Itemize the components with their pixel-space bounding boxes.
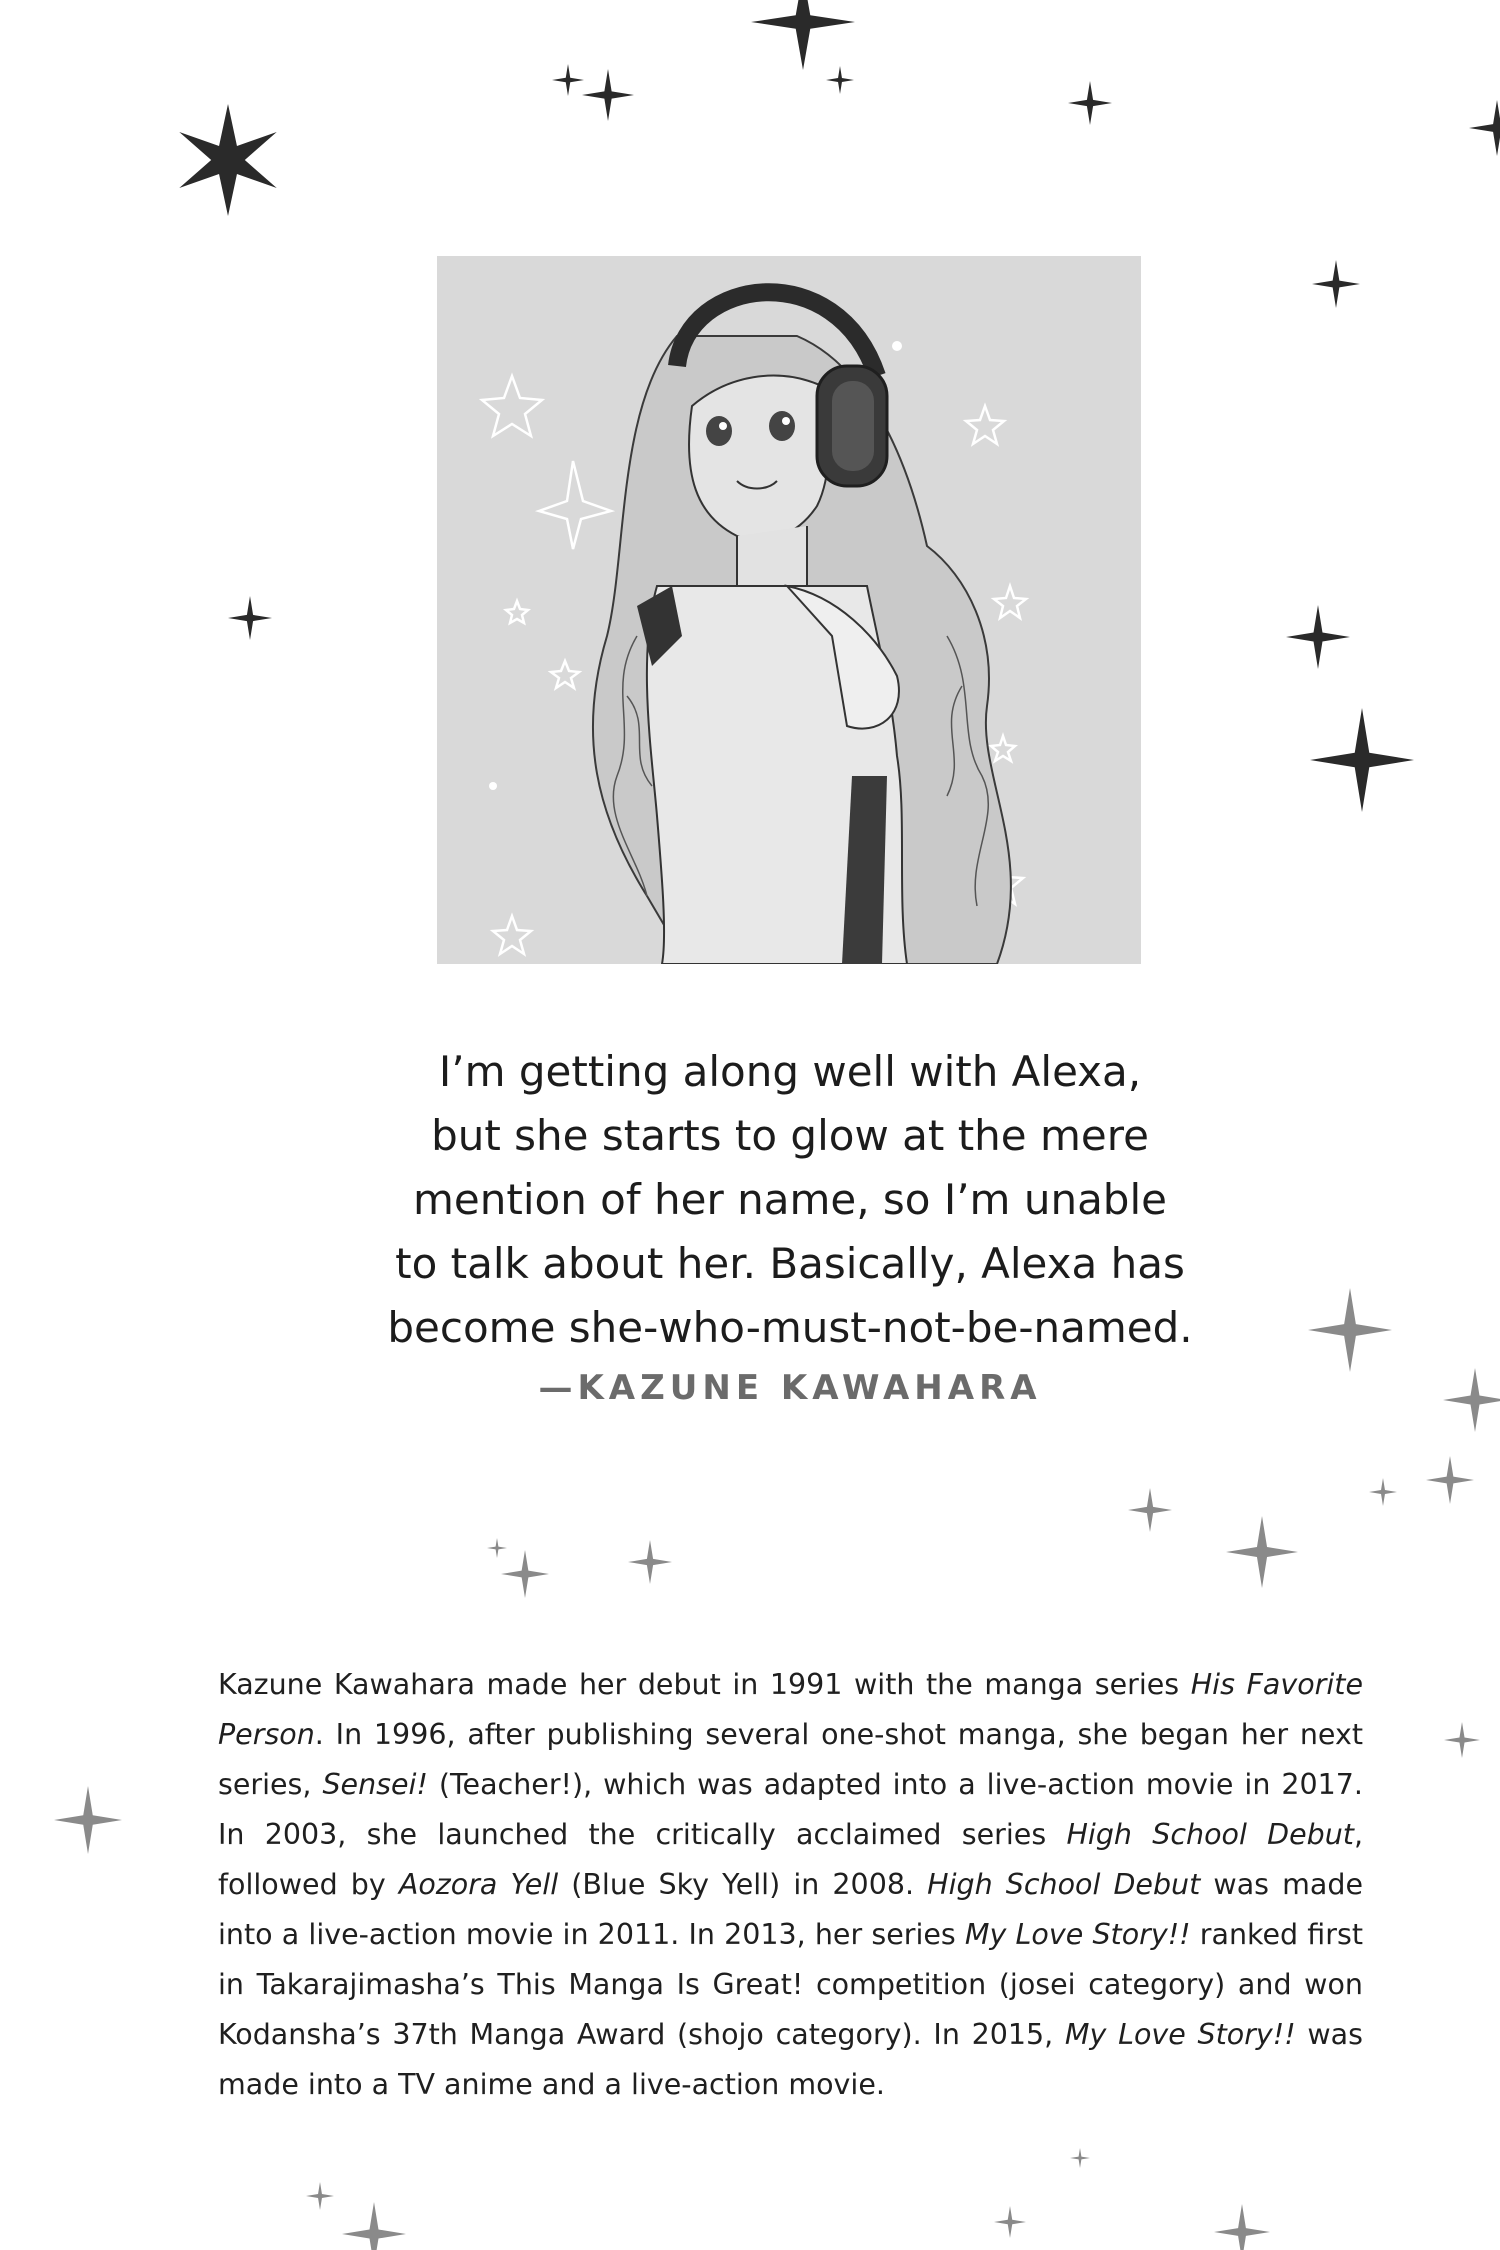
bio-text: (Blue Sky Yell) in 2008. [558, 1868, 928, 1901]
title-italic: Sensei! [322, 1768, 428, 1801]
star-icon [751, 0, 855, 70]
bio-text: . In 1996, after publishing several one-shot manga, she began her next series, [218, 1718, 1363, 1801]
star-icon [1369, 1478, 1397, 1506]
star-icon [1469, 100, 1500, 156]
quote-line: I’m getting along well with Alexa, [438, 1047, 1142, 1096]
star-icon [994, 2206, 1026, 2238]
star-icon [1426, 1456, 1474, 1504]
title-italic: My Love Story!! [1064, 2018, 1296, 2051]
bio-text: was made into a live-action movie in 2011. In 2013, her series [218, 1868, 1363, 1951]
author-portrait-illustration [437, 256, 1141, 964]
star-icon [1444, 1722, 1480, 1758]
title-italic: My Love Story!! [964, 1918, 1191, 1951]
star-icon [826, 66, 854, 94]
quote-author: —KAZUNE KAWAHARA [538, 1368, 1042, 1408]
star-icon [1070, 2148, 1090, 2168]
star-icon [342, 2202, 406, 2250]
star-icon [1214, 2204, 1270, 2250]
bio-text: Kazune Kawahara made her debut in 1991 with the manga series [218, 1668, 1191, 1701]
bio-text: was made into a TV anime and a live-action movie. [218, 2018, 1363, 2101]
star-icon [54, 1786, 122, 1854]
star-icon [228, 596, 272, 640]
star-icon [179, 104, 276, 216]
star-icon [628, 1540, 672, 1584]
star-icon [552, 64, 584, 96]
bio-text: (Teacher!), which was adapted into a live-action movie in 2017. In 2003, she launched the critically acclaimed series [218, 1768, 1363, 1851]
star-icon [1312, 260, 1360, 308]
author-biography [218, 1660, 1363, 2110]
star-icon [501, 1550, 549, 1598]
star-icon [1310, 708, 1414, 812]
star-icon [1286, 605, 1350, 669]
title-italic: High School Debut [927, 1868, 1201, 1901]
title-italic: Aozora Yell [398, 1868, 559, 1901]
star-icon [1128, 1488, 1172, 1532]
quote-line: to talk about her. Basically, Alexa has [395, 1239, 1185, 1288]
star-icon [306, 2182, 334, 2210]
face-shape [689, 376, 829, 540]
bio-text: ranked first in Takarajimasha’s This Manga Is Great! competition (josei category) and won Kodansha’s 37th Manga Award (shojo category). In 2015, [218, 1918, 1363, 2051]
star-icon [1068, 81, 1112, 125]
author-quote [300, 1040, 1280, 1360]
star-icon [1226, 1516, 1298, 1588]
title-italic: High School Debut [1066, 1818, 1354, 1851]
star-icon [487, 1538, 507, 1558]
star-icon [1443, 1368, 1500, 1432]
bio-text: , followed by [218, 1818, 1364, 1901]
quote-line: become she-who-must-not-be-named. [387, 1303, 1193, 1352]
star-icon [1308, 1288, 1392, 1372]
star-icon [582, 69, 634, 121]
title-italic: His Favorite Person [218, 1668, 1363, 1751]
quote-line: but she starts to glow at the mere [431, 1111, 1149, 1160]
quote-line: mention of her name, so I’m unable [413, 1175, 1167, 1224]
